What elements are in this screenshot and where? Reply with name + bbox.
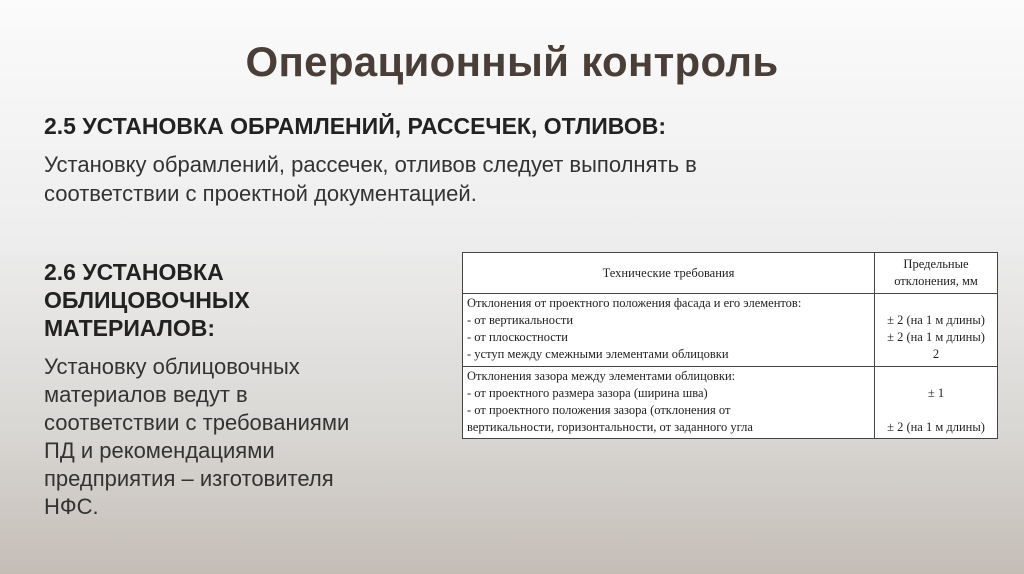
req-line: - от проектного положения зазора (отклонения от [467, 402, 731, 417]
text-line: НФС. [44, 494, 99, 519]
section-heading-2-6 [44, 258, 384, 342]
tolerances-table [462, 252, 998, 439]
req-line: - от вертикальности [467, 313, 574, 327]
section-text-2-6 [44, 353, 424, 521]
heading-line: 2.6 УСТАНОВКА [44, 259, 224, 285]
text-line: соответствии с проектной документацией. [44, 181, 477, 206]
heading-line: МАТЕРИАЛОВ: [44, 315, 216, 341]
header-deviations [875, 253, 998, 294]
text-line: Установку облицовочных [44, 354, 300, 379]
page-title: Операционный контроль [245, 38, 779, 85]
req-line: вертикальности, горизонтальности, от заданного угла [467, 419, 753, 434]
header-requirements: Технические требования [463, 253, 875, 294]
group1-deviations [875, 294, 998, 367]
req-line: - от плоскостности [467, 330, 568, 344]
dev-line: 2 [932, 347, 940, 361]
header-line: отклонения, мм [894, 274, 978, 288]
text-line: соответствии с требованиями [44, 410, 350, 435]
table-header-row [463, 253, 998, 294]
dev-line: ± 2 (на 1 м длины) [887, 419, 985, 434]
req-line: Отклонения от проектного положения фасада и его элементов: [467, 296, 802, 310]
text-line: ПД и рекомендациями [44, 438, 275, 463]
text-line: предприятия – изготовителя [44, 466, 334, 491]
header-line: Предельные [903, 257, 969, 271]
section-heading-2-5: 2.5 УСТАНОВКА ОБРАМЛЕНИЙ, РАССЕЧЕК, ОТЛИВОВ: [44, 113, 666, 139]
dev-line: ± 2 (на 1 м длины) [887, 313, 985, 327]
req-line: - уступ между смежными элементами облицовки [467, 347, 729, 361]
group2-deviations [875, 366, 998, 439]
section-text-2-5 [44, 150, 844, 208]
dev-line: ± 2 (на 1 м длины) [887, 330, 985, 344]
heading-line: ОБЛИЦОВОЧНЫХ [44, 287, 250, 313]
req-line: Отклонения зазора между элементами облицовки: [467, 368, 736, 383]
table-row [463, 366, 998, 439]
text-line: Установку обрамлений, рассечек, отливов следует выполнять в [44, 152, 697, 177]
req-line: - от проектного размера зазора (ширина шва) [467, 385, 708, 400]
text-line: материалов ведут в [44, 382, 248, 407]
spacer [879, 368, 993, 385]
dev-line: ± 1 [927, 385, 945, 400]
spacer [879, 295, 993, 312]
table-row [463, 294, 998, 367]
group1-requirements [463, 294, 875, 367]
group2-requirements [463, 366, 875, 439]
spacer [879, 402, 993, 419]
